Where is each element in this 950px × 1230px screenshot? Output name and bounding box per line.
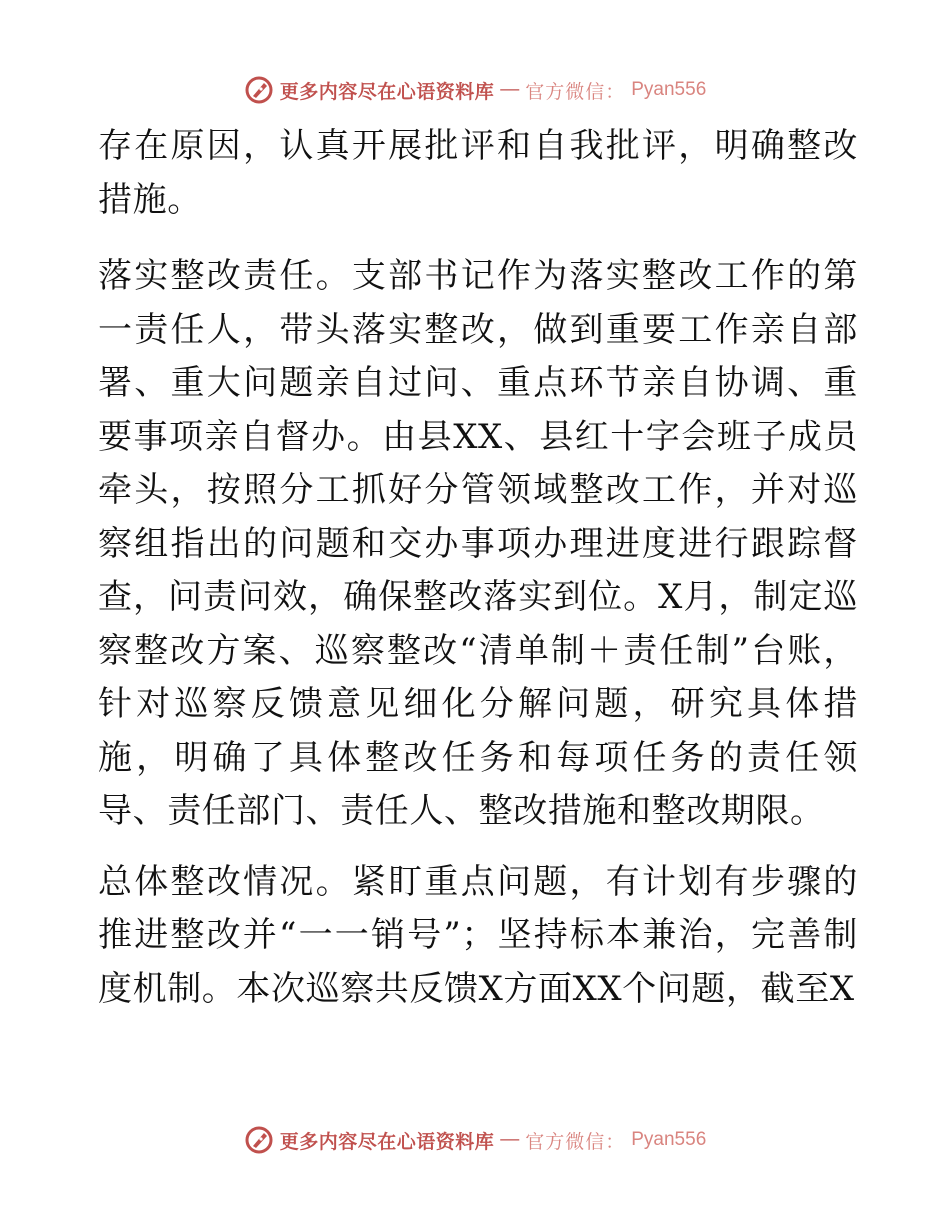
- header-banner-separator: —: [500, 79, 520, 100]
- header-banner-text: 更多内容尽在心语资料库: [279, 80, 495, 103]
- footer-wechat-id: Pyan556: [631, 1129, 707, 1150]
- paragraph-1: 存在原因，认真开展批评和自我批评，明确整改措施。: [98, 126, 858, 220]
- document-body: [98, 120, 858, 1016]
- pen-nib-logo-icon: [244, 1125, 274, 1155]
- footer-wechat-label: 官方微信：: [525, 1130, 626, 1153]
- header-wechat-label: 官方微信：: [525, 80, 626, 103]
- paragraph-3: 总体整改情况。紧盯重点问题，有计划有步骤的推进整改并“一一销号”；坚持标本兼治，完善制度机制。本次巡察共反馈X方面XX个问题，截至X: [98, 861, 858, 1009]
- paragraph-2: 落实整改责任。支部书记作为落实整改工作的第一责任人，带头落实整改，做到重要工作亲自部署、重大问题亲自过问、重点环节亲自协调、重要事项亲自督办。由县XX、县红十字会班子成员牵头，按照分工抓好分管领域整改工作，并对巡察组指出的问题和交办事项办理进度进行跟踪督查，问责问效，确保整改落实到位。X月，制定巡察整改方案、巡察整改“清单制＋责任制”台账，针对巡察反馈意见细化分解问题，研究具体措施，明确了具体整改任务和每项任务的责任领导、责任部门、责任人、整改措施和整改期限。: [98, 256, 858, 831]
- footer-banner-separator: —: [500, 1129, 520, 1150]
- footer-banner-text: 更多内容尽在心语资料库: [279, 1130, 495, 1153]
- footer-banner: [0, 1120, 950, 1160]
- pen-nib-logo-icon: [244, 75, 274, 105]
- header-wechat-id: Pyan556: [631, 79, 707, 100]
- header-banner: [0, 70, 950, 110]
